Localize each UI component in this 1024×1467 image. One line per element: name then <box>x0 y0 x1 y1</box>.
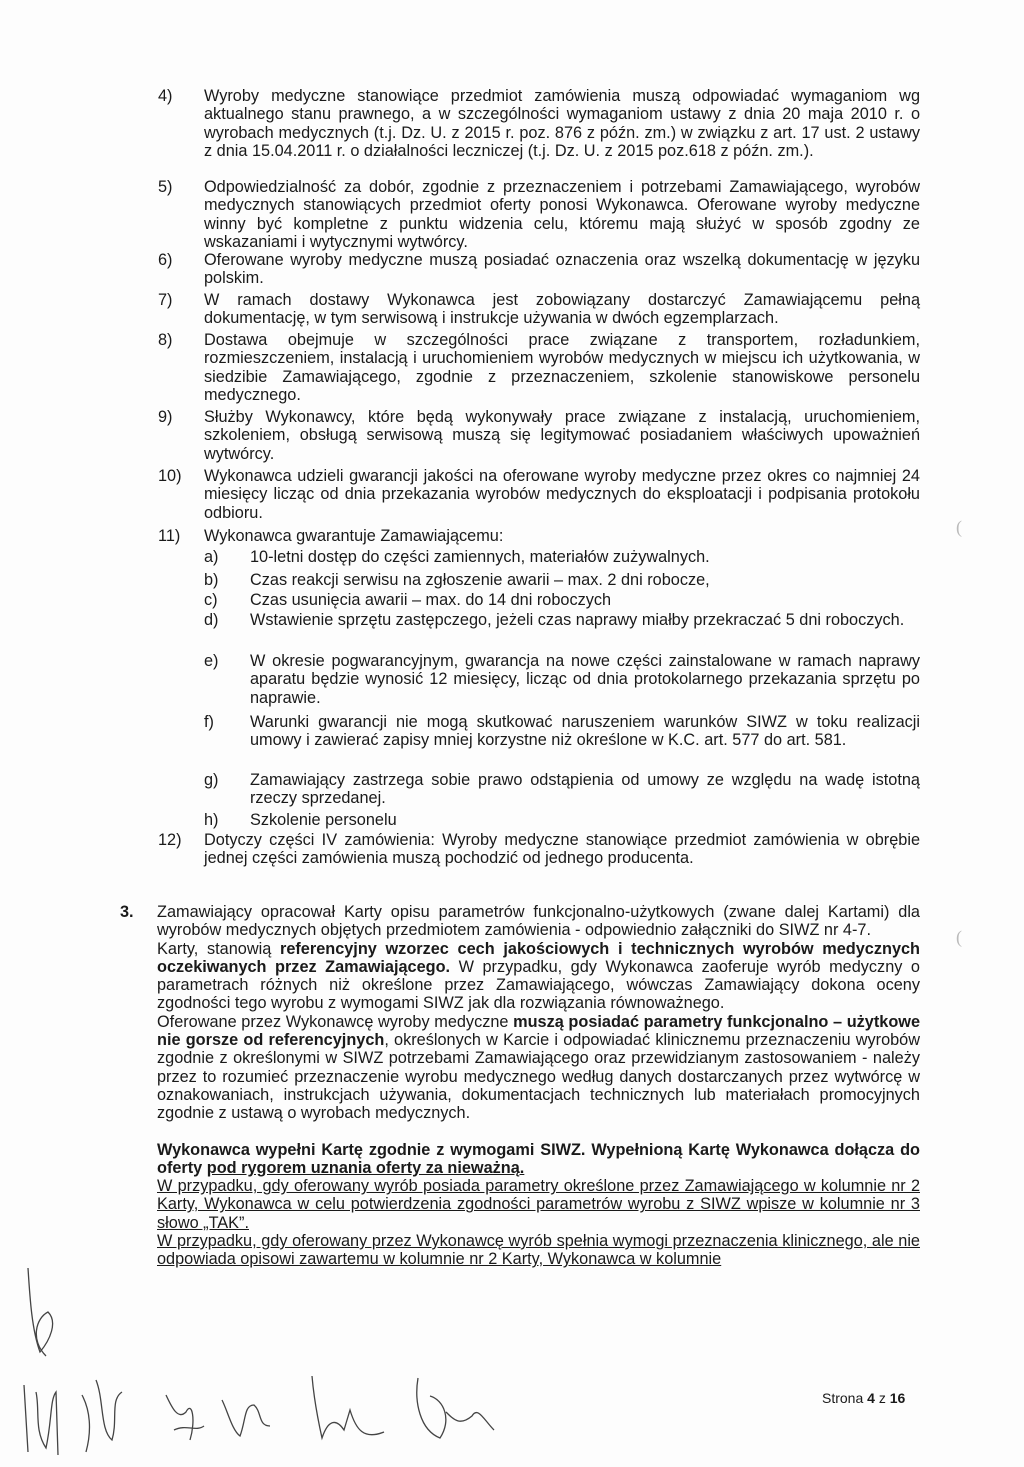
sub-list-item <box>204 652 920 707</box>
item-text: Odpowiedzialność za dobór, zgodnie z przeznaczeniem i potrzebami Zamawiającego, wyrobów medycznych stanowiących przedmiot oferty ponosi Wykonawca. Oferowane wyroby medyczne winny być kompletne z punktu widzenia celu, któremu mają służyć w sposób zgodny ze wskazaniami i wytycznymi wytwórcy. <box>204 178 920 251</box>
bold-text: muszą posiadać parametry funkcjonalno – użytkowe nie gorsze od referencyjnych <box>157 1012 920 1050</box>
section-3 <box>120 903 920 1269</box>
list-item <box>158 527 920 545</box>
sub-list-item <box>204 571 920 589</box>
item-number: 6) <box>158 251 173 269</box>
total-page-number: 16 <box>889 1390 906 1406</box>
item-number: 7) <box>158 291 173 309</box>
underlined-bold-text: pod rygorem uznania oferty za nieważną. <box>206 1158 525 1177</box>
section-number: 3. <box>120 903 134 921</box>
text-run: , określonych w Karcie i odpowiadać klinicznemu przeznaczeniu wyrobów zgodnie z określonymi w SIWZ potrzebami Zamawiającego oraz przewidzianym zastosowaniem - należy przez to rozumieć przeznaczenie wyrobu medycznego według danych dostarczanych przez wytwórcę w oznakowaniach, instrukcjach używania, dokumentacjach technicznych lub materiałach promocyjnych zgodnie z ustawą o wyrobach medycznych. <box>157 1031 920 1123</box>
item-text: Wykonawca gwarantuje Zamawiającemu: <box>204 527 504 545</box>
sub-item-text: Warunki gwarancji nie mogą skutkować naruszeniem warunków SIWZ w toku realizacji umowy i zawierać zapisy mniej korzystne niż określone w K.C. art. 577 do art. 581. <box>250 713 920 750</box>
list-item <box>158 467 920 522</box>
sub-item-letter: c) <box>204 591 218 609</box>
footer-label: Strona <box>822 1390 868 1406</box>
sub-item-text: 10-letni dostęp do części zamiennych, materiałów zużywalnych. <box>250 548 710 566</box>
signature-mark <box>312 1376 384 1438</box>
sub-list-item <box>204 811 920 829</box>
sub-item-text: Zamawiający zastrzega sobie prawo odstąpienia od umowy ze względu na wadę istotną rzeczy sprzedanej. <box>250 771 920 808</box>
sub-item-text: Czas reakcji serwisu na zgłoszenie awarii – max. 2 dni robocze, <box>250 571 710 589</box>
item-text: W ramach dostawy Wykonawca jest zobowiązany dostarczyć Zamawiającemu pełną dokumentację, w tym serwisową i instrukcje używania w dwóch egzemplarzach. <box>204 291 920 328</box>
section-paragraph: Zamawiający opracował Karty opisu parametrów funkcjonalno-użytkowych (zwane dalej Kartami) dla wyrobów medycznych objętych przedmiotem zamówienia - odpowiednio załączniki do SIWZ nr 4-7. <box>157 903 920 940</box>
list-item <box>158 331 920 404</box>
margin-mark: ( <box>956 517 962 537</box>
sub-item-text: W okresie pogwarancyjnym, gwarancja na nowe części zainstalowane w ramach naprawy aparatu będzie wynosić 12 miesięcy, licząc od dnia protokolarnego przekazania sprzętu po naprawie. <box>250 652 920 707</box>
item-text: Oferowane wyroby medyczne muszą posiadać oznaczenia oraz wszelką dokumentację w języku polskim. <box>204 251 920 288</box>
sub-item-letter: d) <box>204 611 219 629</box>
list-item <box>158 251 920 288</box>
item-number: 8) <box>158 331 173 349</box>
text-run: Karty, stanowią <box>157 939 280 958</box>
sub-list-item <box>204 548 920 566</box>
sub-item-letter: f) <box>204 713 214 731</box>
item-text: Służby Wykonawcy, które będą wykonywały prace związane z instalacją, uruchomieniem, szkoleniem, obsługą serwisową muszą się legitymować posiadaniem właściwych upoważnień wytwórcy. <box>204 408 920 463</box>
item-number: 5) <box>158 178 173 196</box>
signature-mark <box>82 1380 122 1452</box>
sub-list-item <box>204 771 920 808</box>
sub-item-letter: a) <box>204 548 219 566</box>
item-number: 9) <box>158 408 173 426</box>
list-item <box>158 291 920 328</box>
footer-separator: z <box>874 1390 890 1406</box>
signature-mark <box>166 1395 204 1440</box>
section-paragraph <box>157 940 920 1013</box>
signature-mark <box>222 1400 270 1436</box>
list-item <box>158 408 920 463</box>
section-paragraph <box>157 1141 920 1178</box>
sub-item-letter: e) <box>204 652 219 670</box>
signature-mark <box>28 1268 53 1356</box>
list-item <box>158 87 920 160</box>
sub-list-item <box>204 713 920 750</box>
item-text: Wyroby medyczne stanowiące przedmiot zamówienia muszą odpowiadać wymaganiom wg aktualnego stanu prawnego, a w szczególności wymaganiom ustawy z dnia 20 maja 2010 r. o wyrobach medycznych (t.j. Dz. U. z 2015 r. poz. 876 z późn. zm.) w związku z art. 17 ust. 2 ustawy z dnia 15.04.2011 r. o działalności leczniczej (t.j. Dz. U. z 2015 poz.618 z późn. zm.). <box>204 87 920 160</box>
bold-text: Wykonawca wypełni Kartę zgodnie z wymogami SIWZ. Wypełnioną Kartę Wykonawca dołącza do oferty <box>157 1140 920 1177</box>
sub-item-letter: b) <box>204 571 219 589</box>
signature-mark <box>417 1378 494 1438</box>
page-footer <box>822 1389 905 1407</box>
text-run: W przypadku, gdy Wykonawca zaoferuje wyrób medyczny o parametrach różnych niż określone przez Zamawiającego, wówczas Zamawiający dokona oceny zgodności tego wyrobu z wymogami SIWZ jak dla rozwiązania równoważnego. <box>157 957 920 1013</box>
item-number: 11) <box>158 527 181 545</box>
sub-list-item <box>204 591 920 609</box>
item-text: Dotyczy części IV zamówienia: Wyroby medyczne stanowiące przedmiot zamówienia w obrębie jednej części zamówienia muszą pochodzić od jednego producenta. <box>204 831 920 868</box>
list-item <box>158 831 920 868</box>
sub-item-letter: h) <box>204 811 219 829</box>
section-body <box>157 903 920 1269</box>
bold-text: referencyjny wzorzec cech jakościowych i technicznych wyrobów medycznych oczekiwanych przez Zamawiającego. <box>157 939 920 976</box>
item-text: Wykonawca udzieli gwarancji jakości na oferowane wyroby medyczne przez okres co najmniej 24 miesięcy licząc od dnia przekazania wyrobów medycznych do eksploatacji i podpisania protokołu odbioru. <box>204 467 920 522</box>
item-text: Dostawa obejmuje w szczególności prace związane z transportem, rozładunkiem, rozmieszczeniem, instalacją i uruchomieniem wyrobów medycznych w miejscu ich użytkowania, w siedzibie Zamawiającego, zgodnie z przeznaczeniem, szkolenie stanowiskowe personelu medycznego. <box>204 331 920 404</box>
list-item <box>158 178 920 251</box>
current-page-number: 4 <box>867 1390 875 1406</box>
item-number: 4) <box>158 87 173 105</box>
text-run: Oferowane przez Wykonawcę wyroby medyczne <box>157 1012 514 1031</box>
sub-item-text: Czas usunięcia awarii – max. do 14 dni roboczych <box>250 591 612 609</box>
section-paragraph <box>157 1013 920 1123</box>
section-paragraph: W przypadku, gdy oferowany wyrób posiada parametry określone przez Zamawiającego w kolumnie nr 2 Karty, Wykonawca w celu potwierdzenia zgodności parametrów wyrobu z SIWZ wpisze w kolumnie nr 3 słowo „TAK”. <box>157 1177 920 1232</box>
item-number: 12) <box>158 831 182 849</box>
sub-item-text: Szkolenie personelu <box>250 811 397 829</box>
item-number: 10) <box>158 467 182 485</box>
sub-list-item <box>204 611 920 629</box>
sub-item-text: Wstawienie sprzętu zastępczego, jeżeli czas naprawy miałby przekraczać 5 dni roboczych. <box>250 611 905 629</box>
margin-mark: ( <box>956 927 962 947</box>
section-paragraph: W przypadku, gdy oferowany przez Wykonawcę wyrób spełnia wymogi przeznaczenia klinicznego, ale nie odpowiada opisowi zawartemu w kolumnie nr 2 Karty, Wykonawca w kolumnie <box>157 1232 920 1269</box>
signature-mark <box>24 1385 58 1455</box>
sub-item-letter: g) <box>204 771 219 789</box>
